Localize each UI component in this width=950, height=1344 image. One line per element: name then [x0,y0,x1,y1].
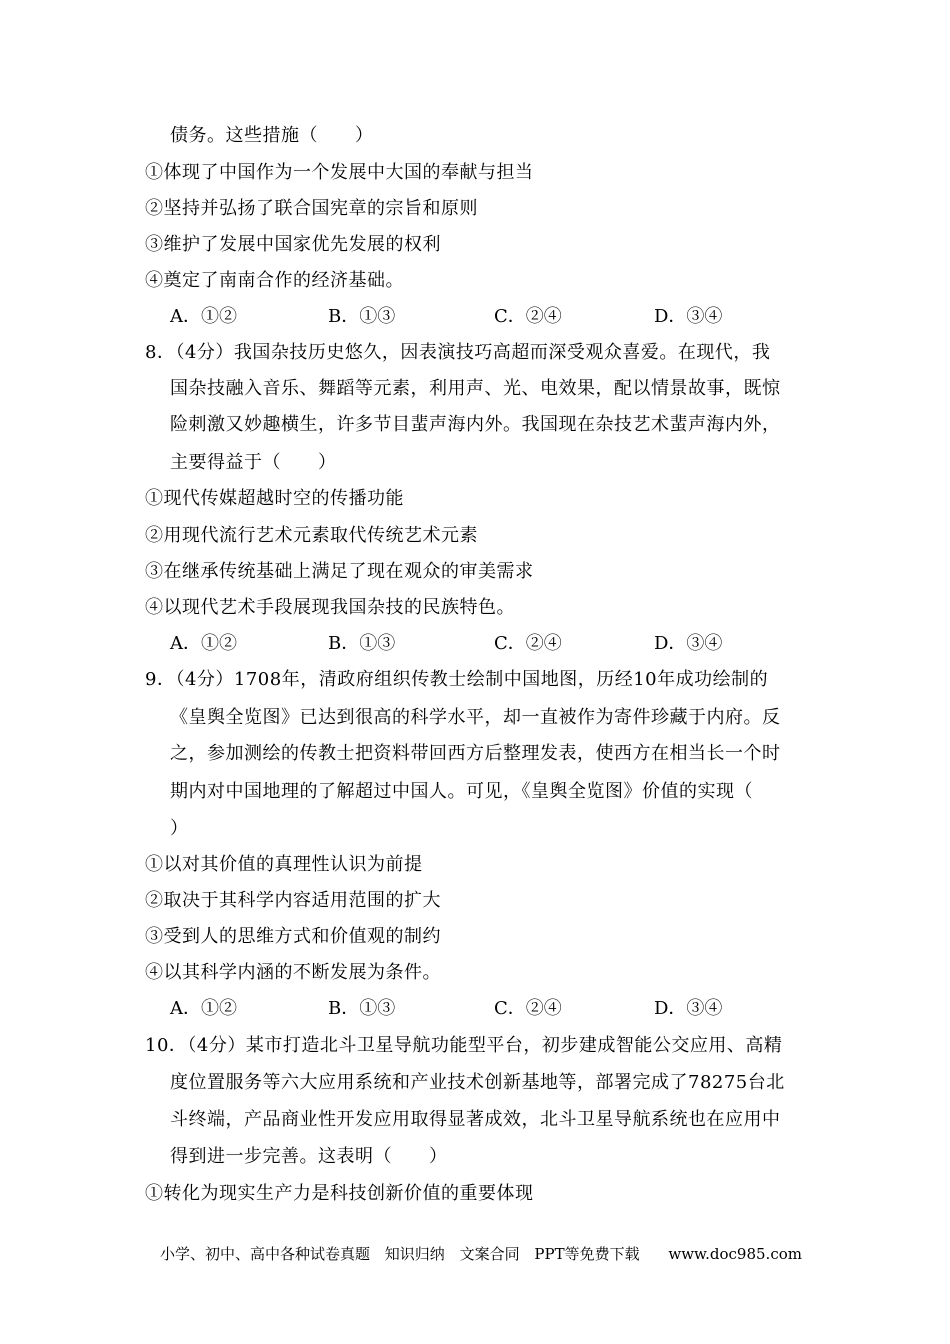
footer-url[interactable]: www.doc985.com [668,1245,802,1263]
question-stem-line: 得到进一步完善。这表明（ ） [170,1146,448,1167]
choice-statement: ①体现了中国作为一个发展中大国的奉献与担当 [145,162,534,183]
choice-statement: ①现代传媒超越时空的传播功能 [145,488,404,509]
choice-statement: ②取决于其科学内容适用范围的扩大 [145,890,441,911]
footer-text: 文案合同 [459,1245,520,1263]
option-d: D．③④ [654,998,723,1019]
question-stem-line: ） [170,818,189,839]
question-stem-line: 债务。这些措施（ ） [170,125,374,146]
choice-statement: ②用现代流行艺术元素取代传统艺术元素 [145,525,478,546]
question-stem-line: 主要得益于（ ） [170,452,337,473]
question-stem-line: 《皇舆全览图》已达到很高的科学水平，却一直被作为寄件珍藏于内府。反 [170,707,781,728]
page-footer [160,1244,802,1264]
choice-statement: ①以对其价值的真理性认识为前提 [145,854,423,875]
footer-text: 知识归纳 [384,1245,445,1263]
question-stem-line: 斗终端，产品商业性开发应用取得显著成效，北斗卫星导航系统也在应用中 [170,1109,781,1130]
option-c: C．②④ [494,633,562,654]
option-a: A．①② [170,633,237,654]
footer-text: PPT等免费下载 [534,1245,640,1263]
choice-statement: ②坚持并弘扬了联合国宪章的宗旨和原则 [145,198,478,219]
option-a: A．①② [170,998,237,1019]
option-b: B．①③ [328,306,396,327]
question-stem-line: 9．（4分）1708年，清政府组织传教士绘制中国地图，历经10年成功绘制的 [145,669,769,690]
option-c: C．②④ [494,306,562,327]
question-stem-line: 之，参加测绘的传教士把资料带回西方后整理发表，使西方在相当长一个时 [170,743,781,764]
option-c: C．②④ [494,998,562,1019]
question-stem-line: 期内对中国地理的了解超过中国人。可见，《皇舆全览图》价值的实现（ [170,781,753,802]
option-a: A．①② [170,306,237,327]
choice-statement: ④奠定了南南合作的经济基础。 [145,270,404,291]
footer-text: 小学、初中、高中各种试卷真题 [160,1245,371,1263]
choice-statement: ④以其科学内涵的不断发展为条件。 [145,962,441,983]
question-stem-line: 10．（4分）某市打造北斗卫星导航功能型平台，初步建成智能公交应用、高精 [145,1035,783,1056]
option-b: B．①③ [328,633,396,654]
option-d: D．③④ [654,633,723,654]
option-d: D．③④ [654,306,723,327]
question-stem-line: 度位置服务等六大应用系统和产业技术创新基地等，部署完成了78275台北 [170,1072,785,1093]
choice-statement: ①转化为现实生产力是科技创新价值的重要体现 [145,1183,534,1204]
choice-statement: ④以现代艺术手段展现我国杂技的民族特色。 [145,597,515,618]
option-b: B．①③ [328,998,396,1019]
question-stem-line: 险刺激又妙趣横生，许多节目蜚声海内外。我国现在杂技艺术蜚声海内外， [170,414,781,435]
choice-statement: ③维护了发展中国家优先发展的权利 [145,234,441,255]
question-stem-line: 国杂技融入音乐、舞蹈等元素，利用声、光、电效果，配以情景故事，既惊 [170,378,781,399]
question-stem-line: 8．（4分）我国杂技历史悠久，因表演技巧高超而深受观众喜爱。在现代，我 [145,342,771,363]
choice-statement: ③受到人的思维方式和价值观的制约 [145,926,441,947]
choice-statement: ③在继承传统基础上满足了现在观众的审美需求 [145,561,534,582]
